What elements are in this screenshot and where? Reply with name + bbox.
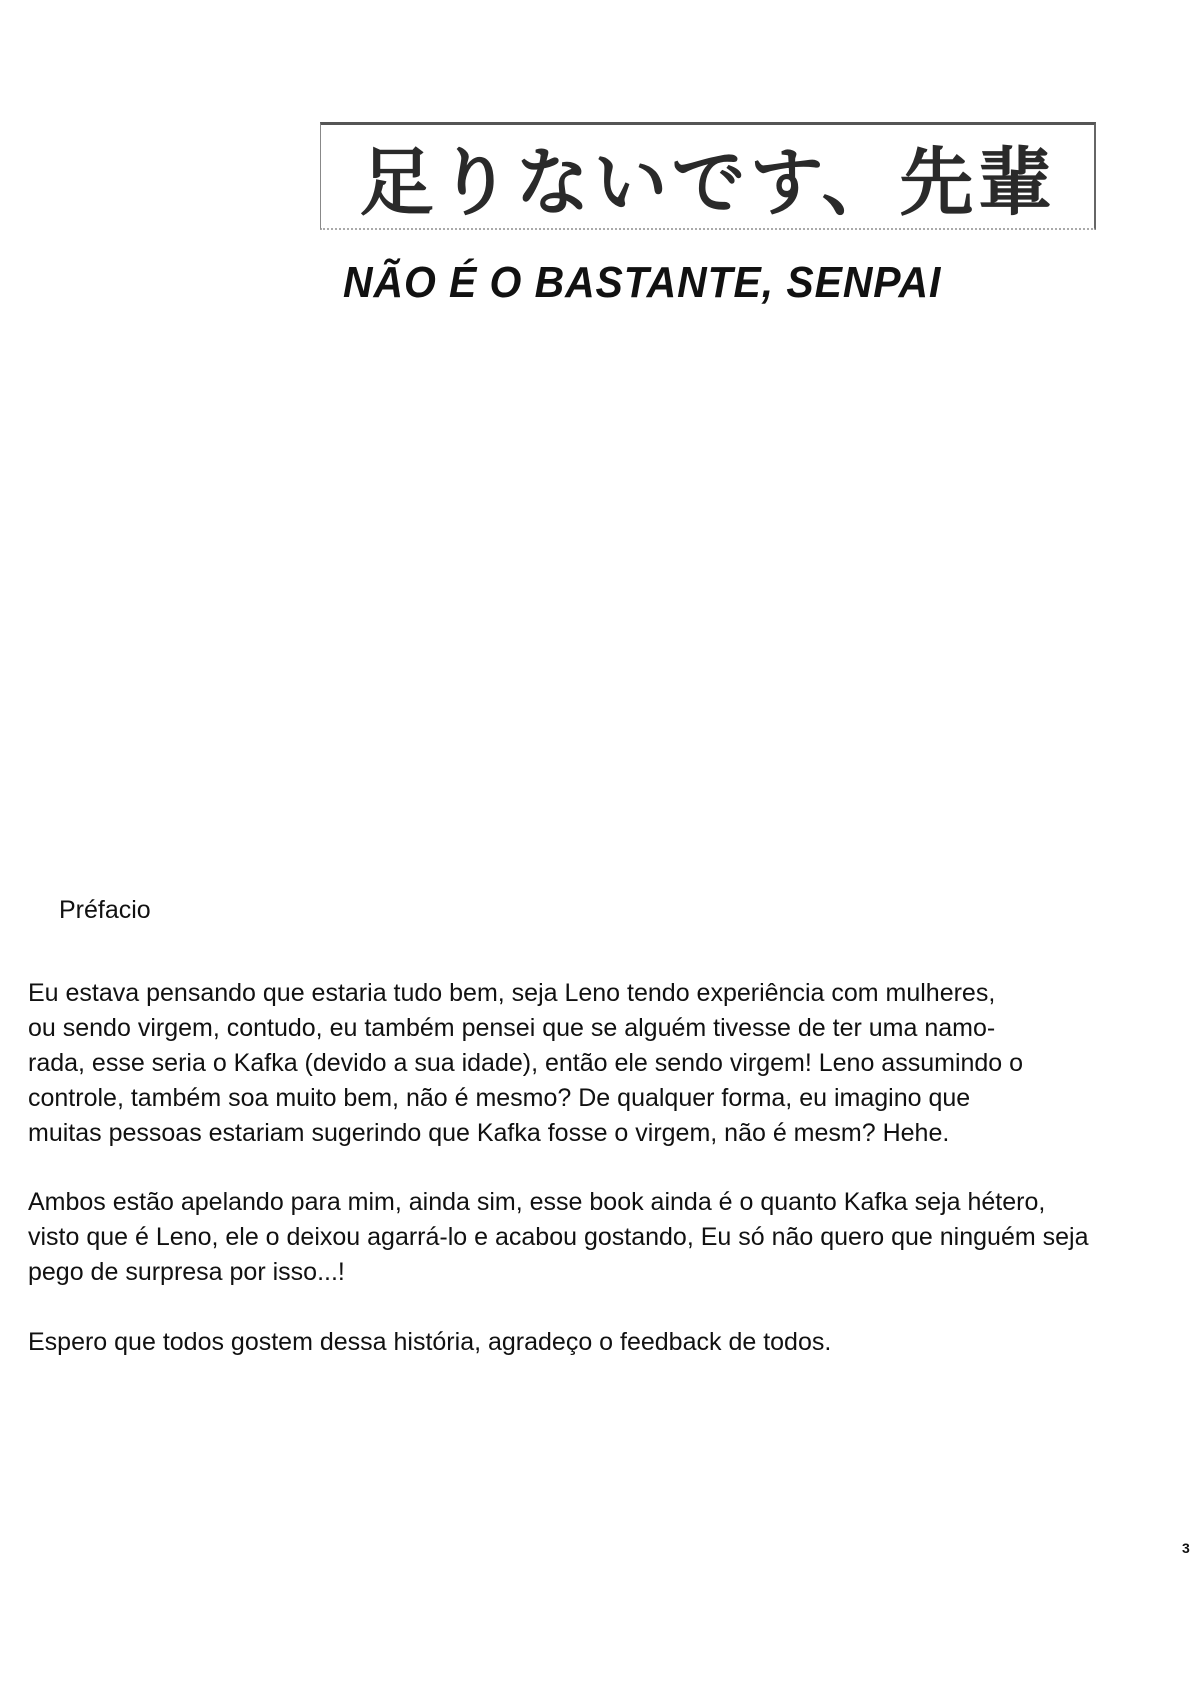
text-line: Eu estava pensando que estaria tudo bem, seja Leno tendo experiência com mulheres, [28,979,996,1007]
text-line: rada, esse seria o Kafka (devido a sua idade), então ele sendo virgem! Leno assumindo o [28,1049,1024,1077]
page-number: 3 [1182,1540,1190,1556]
text-line: controle, também soa muito bem, não é mesmo? De qualquer forma, eu imagino que [28,1084,971,1112]
text-line: muitas pessoas estariam sugerindo que Kafka fosse o virgem, não é mesm? Hehe. [28,1119,950,1147]
subtitle: NÃO É O BASTANTE, SENPAI [343,258,942,307]
japanese-title-box [320,122,1096,230]
text-line: visto que é Leno, ele o deixou agarrá-lo e acabou gostando, Eu só não quero que ninguém seja [28,1223,1089,1251]
text-line: Ambos estão apelando para mim, ainda sim, esse book ainda é o quanto Kafka seja hétero, [28,1188,1046,1216]
text-line: Espero que todos gostem dessa história, agradeço o feedback de todos. [28,1328,832,1356]
preface-heading: Préfacio [59,896,151,924]
preface-paragraph-2 [28,1185,1089,1290]
preface-paragraph-3 [28,1325,831,1360]
japanese-title: 足りないです、先輩 [359,139,1056,226]
preface-paragraph-1 [28,976,1023,1151]
text-line: pego de surpresa por isso...! [28,1258,345,1286]
text-line: ou sendo virgem, contudo, eu também pensei que se alguém tivesse de ter uma namo- [28,1014,996,1042]
